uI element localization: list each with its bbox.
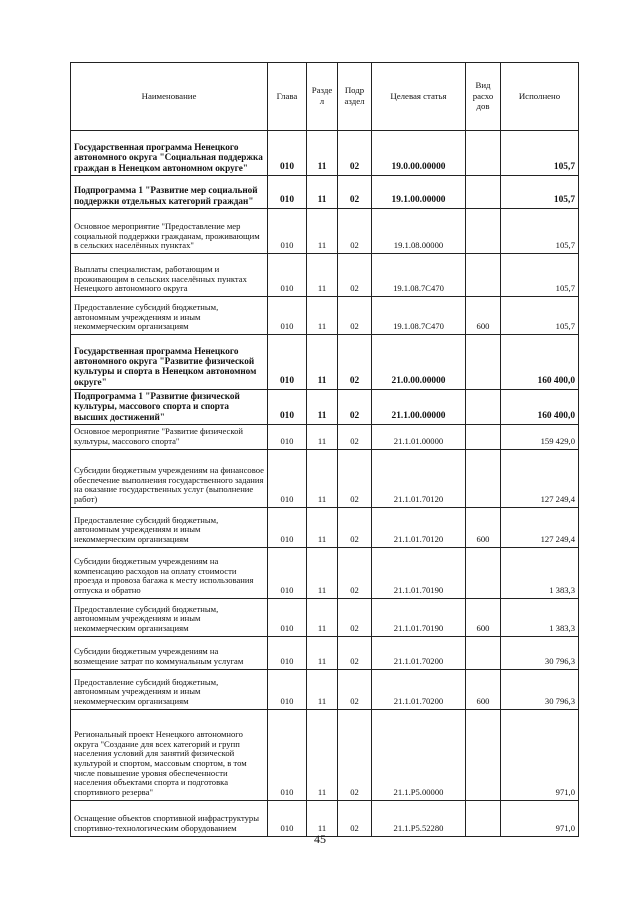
row-expense-type: 600	[466, 669, 501, 709]
row-podrazdel: 02	[338, 390, 372, 425]
row-target-article: 21.1.01.70200	[372, 669, 466, 709]
row-razdel: 11	[307, 335, 338, 390]
row-podrazdel: 02	[338, 669, 372, 709]
row-name: Подпрограмма 1 "Развитие мер социальной поддержки отдельных категорий граждан"	[71, 176, 268, 209]
row-razdel: 11	[307, 507, 338, 547]
row-glava: 010	[268, 547, 307, 598]
table-row	[71, 297, 579, 335]
row-podrazdel: 02	[338, 449, 372, 507]
row-expense-type	[466, 636, 501, 669]
row-target-article: 21.1.01.70200	[372, 636, 466, 669]
table-row	[71, 335, 579, 390]
row-glava: 010	[268, 669, 307, 709]
row-glava: 010	[268, 390, 307, 425]
row-amount: 159 429,0	[501, 424, 579, 449]
row-name: Предоставление субсидий бюджетным, автономным учреждениям и иным некоммерческим организациям	[71, 669, 268, 709]
row-podrazdel: 02	[338, 598, 372, 636]
row-podrazdel: 02	[338, 254, 372, 297]
row-name: Основное мероприятие "Развитие физической культуры, массового спорта"	[71, 424, 268, 449]
page-number: 45	[314, 832, 326, 846]
row-razdel: 11	[307, 547, 338, 598]
row-amount: 971,0	[501, 800, 579, 836]
row-amount: 30 796,3	[501, 636, 579, 669]
row-target-article: 21.1.01.70120	[372, 507, 466, 547]
row-razdel: 11	[307, 390, 338, 425]
table-row	[71, 424, 579, 449]
row-name: Предоставление субсидий бюджетным, автономным учреждениям и иным некоммерческим организациям	[71, 507, 268, 547]
table-row	[71, 507, 579, 547]
row-razdel: 11	[307, 297, 338, 335]
row-glava: 010	[268, 297, 307, 335]
row-expense-type	[466, 209, 501, 254]
row-target-article: 19.1.08.00000	[372, 209, 466, 254]
row-glava: 010	[268, 507, 307, 547]
row-glava: 010	[268, 636, 307, 669]
table-row	[71, 800, 579, 836]
row-name: Субсидии бюджетным учреждениям на компенсацию расходов на оплату стоимости проезда и провоза багажа к месту использования отпуска и обратно	[71, 547, 268, 598]
row-expense-type	[466, 547, 501, 598]
row-amount: 160 400,0	[501, 335, 579, 390]
row-expense-type	[466, 424, 501, 449]
row-podrazdel: 02	[338, 547, 372, 598]
row-amount: 1 383,3	[501, 547, 579, 598]
row-glava: 010	[268, 424, 307, 449]
row-podrazdel: 02	[338, 507, 372, 547]
table-row	[71, 254, 579, 297]
row-razdel: 11	[307, 254, 338, 297]
row-podrazdel: 02	[338, 709, 372, 800]
row-glava: 010	[268, 449, 307, 507]
budget-table	[70, 62, 579, 837]
table-row	[71, 131, 579, 176]
header-target-article: Целевая статья	[372, 63, 466, 131]
header-executed: Исполнено	[501, 63, 579, 131]
row-amount: 105,7	[501, 297, 579, 335]
row-name: Основное мероприятие "Предоставление мер социальной поддержки гражданам, проживающим в сельских населённых пунктах"	[71, 209, 268, 254]
row-name: Региональный проект Ненецкого автономного округа "Создание для всех категорий и групп населения условий для занятий физической культурой и спортом, массовым спортом, в том числе повышение уровня обеспеченности населения объектами спорта и подготовка спортивного резерва"	[71, 709, 268, 800]
row-expense-type	[466, 254, 501, 297]
row-expense-type: 600	[466, 598, 501, 636]
row-razdel: 11	[307, 636, 338, 669]
table-body	[71, 131, 579, 837]
row-target-article: 21.1.01.70190	[372, 598, 466, 636]
row-amount: 971,0	[501, 709, 579, 800]
table-row	[71, 598, 579, 636]
row-glava: 010	[268, 131, 307, 176]
header-glava: Глава	[268, 63, 307, 131]
row-razdel: 11	[307, 669, 338, 709]
row-glava: 010	[268, 209, 307, 254]
row-razdel: 11	[307, 424, 338, 449]
row-expense-type: 600	[466, 297, 501, 335]
row-amount: 160 400,0	[501, 390, 579, 425]
table-row	[71, 636, 579, 669]
header-name: Наименование	[71, 63, 268, 131]
row-glava: 010	[268, 709, 307, 800]
row-podrazdel: 02	[338, 636, 372, 669]
row-name: Подпрограмма 1 "Развитие физической культуры, массового спорта и спорта высших достижений"	[71, 390, 268, 425]
table-row	[71, 209, 579, 254]
row-glava: 010	[268, 254, 307, 297]
header-podrazdel: Подр аздел	[338, 63, 372, 131]
row-name: Субсидии бюджетным учреждениям на возмещение затрат по коммунальным услугам	[71, 636, 268, 669]
table-row	[71, 449, 579, 507]
row-name: Выплаты специалистам, работающим и проживающим в сельских населённых пунктах Ненецкого автономного округа	[71, 254, 268, 297]
row-target-article: 21.1.00.00000	[372, 390, 466, 425]
row-amount: 105,7	[501, 209, 579, 254]
row-target-article: 21.1.01.70120	[372, 449, 466, 507]
row-razdel: 11	[307, 800, 338, 836]
row-expense-type: 600	[466, 507, 501, 547]
row-expense-type	[466, 390, 501, 425]
row-razdel: 11	[307, 209, 338, 254]
row-amount: 30 796,3	[501, 669, 579, 709]
row-expense-type	[466, 131, 501, 176]
row-target-article: 21.1.Р5.00000	[372, 709, 466, 800]
row-expense-type	[466, 335, 501, 390]
row-name: Оснащение объектов спортивной инфраструктуры спортивно-технологическим оборудованием	[71, 800, 268, 836]
row-target-article: 21.1.01.00000	[372, 424, 466, 449]
row-expense-type	[466, 709, 501, 800]
table-row	[71, 547, 579, 598]
table-header-row	[71, 63, 579, 131]
row-name: Государственная программа Ненецкого автономного округа "Развитие физической культуры и спорта в Ненецком автономном округе"	[71, 335, 268, 390]
row-glava: 010	[268, 176, 307, 209]
row-expense-type	[466, 176, 501, 209]
row-amount: 1 383,3	[501, 598, 579, 636]
row-amount: 105,7	[501, 176, 579, 209]
row-name: Субсидии бюджетным учреждениям на финансовое обеспечение выполнения государственного задания на оказание государственных услуг (выполнение работ)	[71, 449, 268, 507]
row-podrazdel: 02	[338, 131, 372, 176]
row-podrazdel: 02	[338, 800, 372, 836]
table-row	[71, 390, 579, 425]
row-podrazdel: 02	[338, 335, 372, 390]
row-target-article: 21.1.01.70190	[372, 547, 466, 598]
row-razdel: 11	[307, 131, 338, 176]
row-amount: 127 249,4	[501, 507, 579, 547]
table-row	[71, 669, 579, 709]
row-razdel: 11	[307, 176, 338, 209]
row-glava: 010	[268, 335, 307, 390]
row-glava: 010	[268, 800, 307, 836]
row-name: Предоставление субсидий бюджетным, автономным учреждениям и иным некоммерческим организациям	[71, 297, 268, 335]
header-razdel: Разде л	[307, 63, 338, 131]
row-podrazdel: 02	[338, 297, 372, 335]
table-row	[71, 709, 579, 800]
row-glava: 010	[268, 598, 307, 636]
row-target-article: 19.1.08.7С470	[372, 297, 466, 335]
row-expense-type	[466, 449, 501, 507]
row-amount: 105,7	[501, 254, 579, 297]
row-target-article: 21.1.Р5.52280	[372, 800, 466, 836]
row-target-article: 21.0.00.00000	[372, 335, 466, 390]
row-razdel: 11	[307, 709, 338, 800]
row-target-article: 19.1.08.7С470	[372, 254, 466, 297]
table-row	[71, 176, 579, 209]
row-name: Предоставление субсидий бюджетным, автономным учреждениям и иным некоммерческим организациям	[71, 598, 268, 636]
row-expense-type	[466, 800, 501, 836]
row-name: Государственная программа Ненецкого автономного округа "Социальная поддержка граждан в Ненецком автономном округе"	[71, 131, 268, 176]
row-amount: 127 249,4	[501, 449, 579, 507]
row-podrazdel: 02	[338, 176, 372, 209]
header-expense-type: Вид расхо дов	[466, 63, 501, 131]
row-podrazdel: 02	[338, 424, 372, 449]
row-amount: 105,7	[501, 131, 579, 176]
row-razdel: 11	[307, 449, 338, 507]
row-podrazdel: 02	[338, 209, 372, 254]
row-razdel: 11	[307, 598, 338, 636]
row-target-article: 19.1.00.00000	[372, 176, 466, 209]
row-target-article: 19.0.00.00000	[372, 131, 466, 176]
